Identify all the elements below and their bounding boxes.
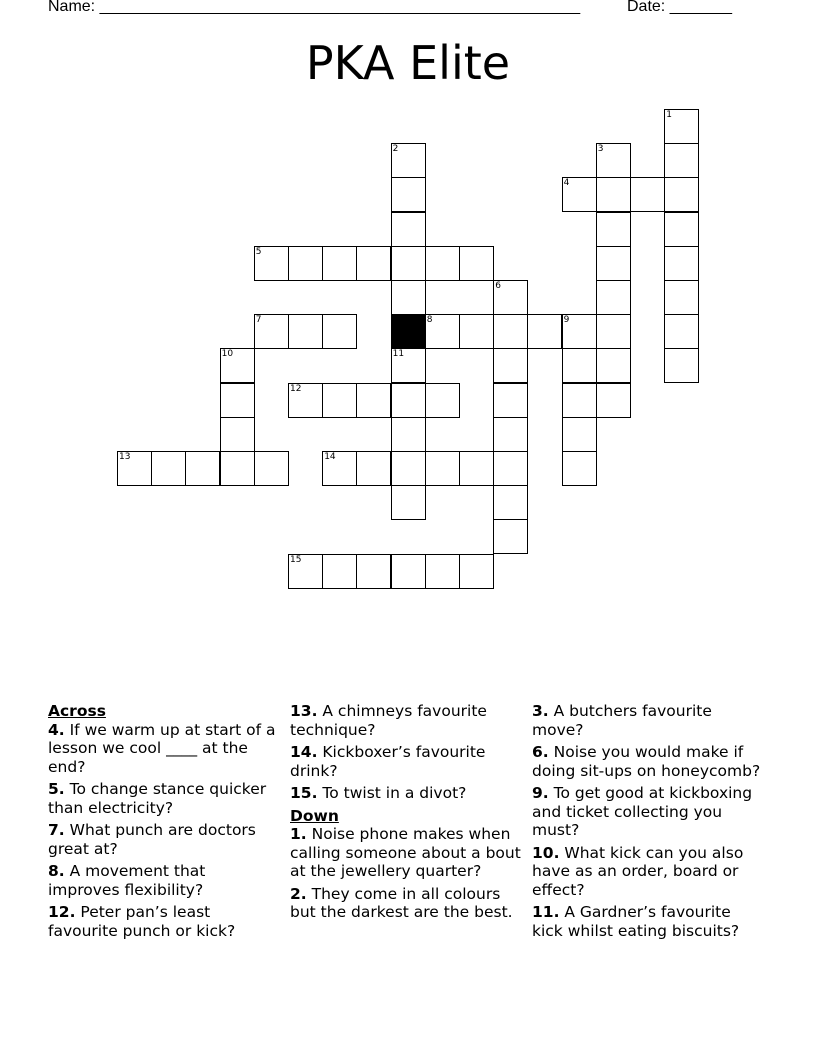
clue-number: 4. xyxy=(48,720,65,739)
clue-number: 14. xyxy=(290,743,318,761)
crossword-cell[interactable] xyxy=(562,314,597,349)
crossword-cell[interactable] xyxy=(391,417,426,452)
clue-number: 9. xyxy=(532,784,549,802)
crossword-cell[interactable] xyxy=(664,212,699,247)
clue-column-1 xyxy=(48,702,280,944)
clue-number: 2. xyxy=(290,884,307,903)
clue-text: To twist in a divot? xyxy=(317,784,467,802)
crossword-cell[interactable] xyxy=(596,383,631,418)
crossword-cell[interactable] xyxy=(185,451,220,486)
crossword-cell[interactable] xyxy=(425,383,460,418)
crossword-cell[interactable] xyxy=(322,246,357,281)
clue-number: 7. xyxy=(48,821,65,839)
crossword-cell[interactable] xyxy=(322,383,357,418)
clue-number-label: 15 xyxy=(290,554,302,565)
clue-text: Noise you would make if doing sit-ups on honeycomb? xyxy=(532,743,761,780)
crossword-cell[interactable] xyxy=(254,246,289,281)
clue-number-label: 8 xyxy=(426,315,433,326)
crossword-cell[interactable] xyxy=(459,314,494,349)
crossword-cell[interactable] xyxy=(664,177,699,212)
crossword-cell[interactable] xyxy=(493,417,528,452)
across-heading: Across xyxy=(48,702,106,720)
crossword-cell[interactable] xyxy=(356,554,391,589)
page-title: PKA Elite xyxy=(305,36,511,90)
crossword-cell[interactable] xyxy=(391,177,426,212)
clue-across-15 xyxy=(290,784,522,803)
crossword-cell[interactable] xyxy=(356,383,391,418)
clue-number: 15. xyxy=(290,784,318,802)
crossword-cell[interactable] xyxy=(391,143,426,178)
crossword-cell[interactable] xyxy=(391,212,426,247)
crossword-cell[interactable] xyxy=(425,246,460,281)
clue-number-label: 10 xyxy=(221,349,234,360)
crossword-cell[interactable] xyxy=(391,383,426,418)
crossword-cell[interactable] xyxy=(596,280,631,315)
crossword-cell[interactable] xyxy=(596,314,631,349)
clue-number-label: 6 xyxy=(495,281,501,291)
clue-number-label: 1 xyxy=(666,110,672,120)
clue-down-1 xyxy=(290,825,522,881)
crossword-cell[interactable] xyxy=(117,451,152,486)
clue-number: 5. xyxy=(48,780,65,798)
clue-number: 6. xyxy=(532,743,549,761)
clue-number-label: 13 xyxy=(119,452,131,462)
crossword-cell[interactable] xyxy=(322,554,357,589)
crossword-cell[interactable] xyxy=(391,485,426,520)
crossword-cell[interactable] xyxy=(630,177,665,212)
crossword-cell[interactable] xyxy=(664,246,699,281)
clue-down-3 xyxy=(532,702,764,739)
clue-down-10 xyxy=(532,844,764,900)
clue-text: A Gardner’s favourite kick whilst eating biscuits? xyxy=(532,903,740,940)
crossword-cell[interactable] xyxy=(220,417,255,452)
clue-number: 12. xyxy=(48,903,76,921)
clue-number-label: 9 xyxy=(563,315,570,326)
crossword-cell[interactable] xyxy=(664,143,699,178)
crossword-cell[interactable] xyxy=(493,348,528,383)
clue-column-2 xyxy=(290,702,522,926)
crossword-cell[interactable] xyxy=(425,451,460,486)
clue-number-label: 7 xyxy=(255,315,262,326)
clue-number-label: 3 xyxy=(597,144,604,155)
crossword-cell[interactable] xyxy=(493,383,528,418)
clue-number-label: 2 xyxy=(392,144,399,155)
clue-text: What kick can you also have as an order, board or effect? xyxy=(532,843,744,899)
crossword-cell[interactable] xyxy=(493,451,528,486)
crossword-cell[interactable] xyxy=(391,280,426,315)
crossword-cell[interactable] xyxy=(322,314,357,349)
clue-across-13 xyxy=(290,702,522,739)
date-field[interactable]: Date: _______ xyxy=(627,0,732,15)
clue-number: 13. xyxy=(290,702,318,720)
clue-across-8 xyxy=(48,862,280,899)
crossword-cell[interactable] xyxy=(288,383,323,418)
crossword-cell[interactable] xyxy=(288,314,323,349)
clue-column-3 xyxy=(532,702,764,944)
crossword-cell[interactable] xyxy=(356,246,391,281)
clue-across-14 xyxy=(290,743,522,780)
crossword-cell[interactable] xyxy=(459,246,494,281)
clue-text: Peter pan’s least favourite punch or kick? xyxy=(48,903,236,940)
crossword-cell[interactable] xyxy=(288,554,323,589)
crossword-cell[interactable] xyxy=(562,177,597,212)
crossword-cell[interactable] xyxy=(493,314,528,349)
clue-text: Kickboxer’s favourite drink? xyxy=(290,743,486,780)
crossword-cell[interactable] xyxy=(220,383,255,418)
clue-text: They come in all colours but the darkest are the best. xyxy=(290,884,513,921)
crossword-black-cell xyxy=(391,314,426,349)
crossword-cell[interactable] xyxy=(356,451,391,486)
crossword-cell[interactable] xyxy=(391,348,426,383)
name-field[interactable]: Name: ______________________________________________________ xyxy=(48,0,581,15)
clue-down-2 xyxy=(290,885,522,922)
crossword-cell[interactable] xyxy=(562,451,597,486)
crossword-cell[interactable] xyxy=(562,348,597,383)
clue-across-5 xyxy=(48,780,280,817)
crossword-cell[interactable] xyxy=(322,451,357,486)
crossword-cell[interactable] xyxy=(596,143,631,178)
clue-number-label: 5 xyxy=(255,246,262,257)
crossword-cell[interactable] xyxy=(391,451,426,486)
clue-text: To change stance quicker than electricity? xyxy=(48,780,267,817)
clue-number-label: 14 xyxy=(324,452,336,462)
crossword-cell[interactable] xyxy=(527,314,562,349)
crossword-cell[interactable] xyxy=(664,348,699,383)
crossword-cell[interactable] xyxy=(664,109,699,144)
crossword-cell[interactable] xyxy=(459,451,494,486)
clue-number-label: 4 xyxy=(563,178,570,189)
clue-down-6 xyxy=(532,743,764,780)
crossword-cell[interactable] xyxy=(596,246,631,281)
clue-across-7 xyxy=(48,821,280,858)
clue-number: 3. xyxy=(532,702,549,720)
crossword-cell[interactable] xyxy=(254,451,289,486)
crossword-cell[interactable] xyxy=(596,212,631,247)
crossword-cell[interactable] xyxy=(391,246,426,281)
clue-number: 11. xyxy=(532,903,560,921)
crossword-cell[interactable] xyxy=(425,314,460,349)
crossword-cell[interactable] xyxy=(493,519,528,554)
crossword-cell[interactable] xyxy=(664,280,699,315)
crossword-cell[interactable] xyxy=(459,554,494,589)
crossword-cell[interactable] xyxy=(596,348,631,383)
clue-number: 1. xyxy=(290,825,307,843)
crossword-cell[interactable] xyxy=(288,246,323,281)
clue-down-11 xyxy=(532,903,764,940)
clue-text: What punch are doctors great at? xyxy=(48,821,256,858)
crossword-cell[interactable] xyxy=(562,417,597,452)
down-heading: Down xyxy=(290,806,339,825)
clue-text: A butchers favourite move? xyxy=(532,702,712,739)
clue-text: A chimneys favourite technique? xyxy=(290,702,487,739)
crossword-cell[interactable] xyxy=(254,314,289,349)
crossword-cell[interactable] xyxy=(391,554,426,589)
clue-number: 8. xyxy=(48,862,65,880)
clue-across-12 xyxy=(48,903,280,940)
crossword-cell[interactable] xyxy=(562,383,597,418)
crossword-cell[interactable] xyxy=(596,177,631,212)
clue-number-label: 12 xyxy=(290,383,302,394)
clue-down-9 xyxy=(532,784,764,840)
clue-number-label: 11 xyxy=(392,349,405,360)
clue-text: To get good at kickboxing and ticket collecting you must? xyxy=(532,784,753,839)
crossword-cell[interactable] xyxy=(220,348,255,383)
crossword-cell[interactable] xyxy=(151,451,186,486)
crossword-cell[interactable] xyxy=(493,280,528,315)
clue-text: Noise phone makes when calling someone about a bout at the jewellery quarter? xyxy=(290,825,521,880)
crossword-cell[interactable] xyxy=(220,451,255,486)
crossword-cell[interactable] xyxy=(664,314,699,349)
clue-number: 10. xyxy=(532,843,560,862)
clue-across-4 xyxy=(48,721,280,777)
clue-text: If we warm up at start of a lesson we cool ____ at the end? xyxy=(48,720,276,776)
crossword-cell[interactable] xyxy=(425,554,460,589)
clue-text: A movement that improves flexibility? xyxy=(48,862,206,899)
crossword-cell[interactable] xyxy=(493,485,528,520)
